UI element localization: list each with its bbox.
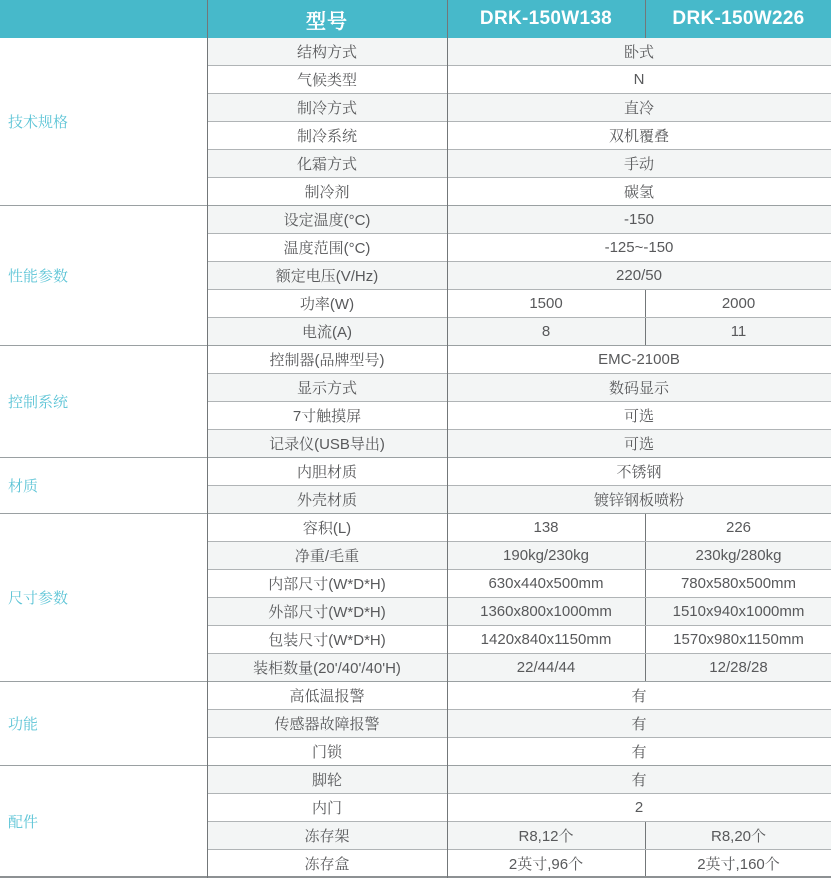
spec-value-model-1: 1360x800x1000mm: [480, 603, 612, 620]
section-rows: [207, 206, 831, 345]
param-label: 冻存架: [304, 828, 350, 845]
spec-value-model-1: 1420x840x1150mm: [480, 631, 612, 648]
spec-row: [207, 738, 831, 765]
spec-section: [0, 766, 831, 878]
spec-row: [207, 850, 831, 876]
param-label: 内胆材质: [296, 464, 357, 481]
spec-value-model-1: 22/44/44: [516, 659, 576, 676]
spec-value-model-2: 1570x980x1150mm: [645, 626, 831, 653]
param-label: 内门: [311, 800, 342, 817]
category-label: 控制系统: [0, 346, 207, 457]
section-rows: [207, 682, 831, 765]
spec-value-both-models: 可选: [623, 408, 654, 425]
spec-value-both-models: 有: [631, 688, 647, 705]
param-label: 包装尺寸(W*D*H): [268, 632, 386, 649]
param-label: 结构方式: [296, 44, 357, 61]
param-label: 装柜数量(20'/40'/40'H): [253, 660, 401, 677]
column-divider-param: [447, 0, 448, 878]
param-label: 制冷方式: [296, 100, 357, 117]
param-label: 脚轮: [311, 772, 342, 789]
spec-row: [207, 94, 831, 122]
param-label: 容积(L): [302, 520, 352, 537]
param-label: 记录仪(USB导出): [269, 436, 385, 453]
param-label: 冻存盒: [304, 855, 350, 873]
spec-value-model-1: 8: [541, 323, 551, 340]
spec-value-model-2: 1510x940x1000mm: [645, 598, 831, 625]
spec-row: [207, 150, 831, 178]
spec-value-model-1: 630x440x500mm: [488, 575, 604, 592]
spec-value-both-models: 手动: [623, 156, 654, 173]
spec-value-both-models: 可选: [623, 436, 654, 453]
section-rows: [207, 38, 831, 205]
spec-value-both-models: 不锈钢: [616, 464, 662, 481]
spec-row: [207, 402, 831, 430]
spec-value-both-models: EMC-2100B: [598, 351, 680, 368]
category-label: 性能参数: [0, 206, 207, 345]
section-rows: [207, 766, 831, 876]
param-label: 设定温度(°C): [283, 212, 371, 229]
spec-value-both-models: 双机覆叠: [608, 128, 669, 145]
spec-value-both-models: 碳氢: [623, 184, 654, 201]
spec-value-both-models: 220/50: [616, 267, 662, 284]
spec-row: [207, 234, 831, 262]
spec-value-model-2: 230kg/280kg: [645, 542, 831, 569]
spec-row: [207, 178, 831, 205]
param-label: 门锁: [311, 744, 342, 761]
spec-value-both-models: 有: [631, 744, 647, 761]
spec-value-model-2: 2英寸,160个: [645, 850, 831, 876]
spec-row: [207, 38, 831, 66]
spec-row: [207, 346, 831, 374]
table-header: [0, 0, 831, 38]
spec-row: [207, 206, 831, 234]
category-label: 材质: [0, 458, 207, 513]
spec-row: [207, 598, 831, 626]
param-label: 显示方式: [296, 380, 357, 397]
spec-row: [207, 570, 831, 598]
spec-value-model-1: 138: [533, 519, 559, 536]
category-label: 功能: [0, 682, 207, 765]
spec-value-both-models: 直冷: [623, 100, 654, 117]
param-label: 气候类型: [296, 72, 357, 89]
param-label: 化霜方式: [296, 156, 357, 173]
spec-value-model-2: 780x580x500mm: [645, 570, 831, 597]
spec-row: [207, 822, 831, 850]
model-name-2: DRK-150W226: [645, 0, 831, 38]
spec-value-model-1: R8,12个: [518, 828, 574, 845]
model-name-1: DRK-150W138: [479, 8, 613, 29]
spec-value-both-models: 数码显示: [608, 380, 669, 397]
spec-value-both-models: 有: [631, 716, 647, 733]
param-label: 电流(A): [302, 324, 352, 341]
spec-row: [207, 290, 831, 318]
spec-section: [0, 514, 831, 682]
spec-section: [0, 346, 831, 458]
param-label: 制冷剂: [304, 184, 350, 201]
spec-value-model-2: 2000: [645, 290, 831, 317]
spec-value-both-models: 卧式: [623, 44, 654, 61]
spec-value-model-2: 12/28/28: [645, 654, 831, 681]
param-label: 功率(W): [299, 296, 355, 313]
spec-row: [207, 794, 831, 822]
param-label: 传感器故障报警: [274, 716, 380, 733]
spec-row: [207, 654, 831, 681]
spec-row: [207, 318, 831, 345]
spec-value-model-1: 2英寸,96个: [508, 855, 584, 873]
spec-value-both-models: 镀锌钢板喷粉: [593, 492, 684, 509]
spec-row: [207, 458, 831, 486]
spec-value-both-models: -150: [623, 211, 655, 228]
spec-row: [207, 122, 831, 150]
spec-value-both-models: 2: [634, 799, 644, 816]
model-column-header: 型号: [306, 10, 348, 33]
param-label: 外壳材质: [296, 492, 357, 509]
spec-row: [207, 486, 831, 513]
spec-value-both-models: N: [633, 71, 645, 88]
param-label: 内部尺寸(W*D*H): [268, 576, 386, 593]
spec-value-model-2: 226: [645, 514, 831, 541]
category-label: 技术规格: [0, 38, 207, 205]
param-label: 净重/毛重: [294, 548, 360, 565]
spec-row: [207, 66, 831, 94]
param-label: 温度范围(°C): [283, 240, 371, 257]
section-rows: [207, 458, 831, 513]
spec-value-model-2: R8,20个: [645, 822, 831, 849]
spec-row: [207, 710, 831, 738]
header-empty-cell: [0, 0, 207, 38]
param-label: 高低温报警: [289, 688, 365, 705]
spec-value-model-1: 1500: [529, 295, 563, 312]
spec-row: [207, 766, 831, 794]
param-label: 控制器(品牌型号): [269, 352, 385, 369]
spec-section: [0, 38, 831, 206]
spec-row: [207, 514, 831, 542]
column-divider-category: [207, 0, 208, 878]
spec-row: [207, 374, 831, 402]
spec-value-model-1: 190kg/230kg: [503, 547, 589, 564]
spec-section: [0, 458, 831, 514]
spec-value-both-models: 有: [631, 772, 647, 789]
section-rows: [207, 514, 831, 681]
section-rows: [207, 346, 831, 457]
param-label: 额定电压(V/Hz): [275, 268, 379, 285]
spec-section: [0, 682, 831, 766]
param-label: 外部尺寸(W*D*H): [268, 604, 386, 621]
spec-section: [0, 206, 831, 346]
spec-row: [207, 682, 831, 710]
spec-row: [207, 542, 831, 570]
category-label: 尺寸参数: [0, 514, 207, 681]
param-label: 制冷系统: [296, 128, 357, 145]
spec-value-both-models: -125~-150: [604, 239, 674, 256]
table-body: [0, 38, 831, 878]
category-label: 配件: [0, 766, 207, 876]
param-label: 7寸触摸屏: [292, 408, 362, 425]
spec-value-model-2: 11: [645, 318, 831, 345]
spec-row: [207, 626, 831, 654]
spec-row: [207, 430, 831, 457]
spec-row: [207, 262, 831, 290]
